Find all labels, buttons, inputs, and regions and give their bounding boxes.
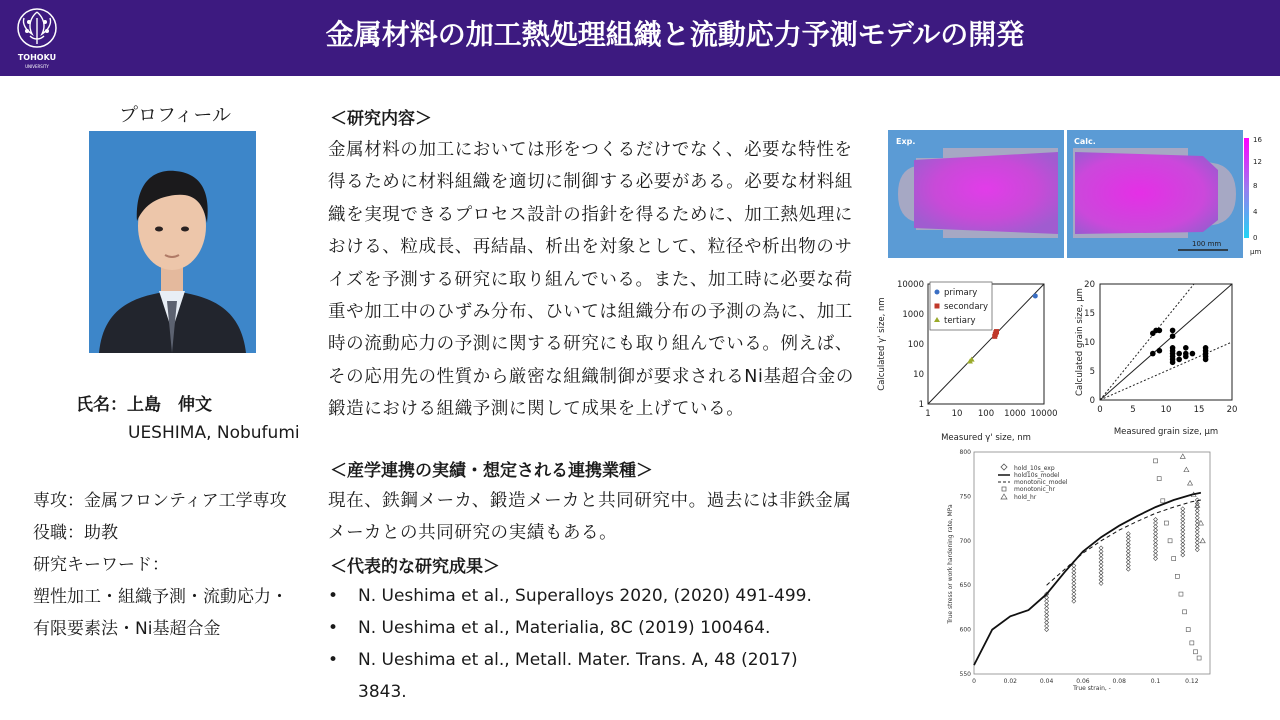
colorbar-tick: 8 xyxy=(1253,182,1258,190)
x-tick-label: 0.04 xyxy=(1039,678,1054,685)
profile-label: プロフィール xyxy=(118,104,232,126)
x-tick-label: 10000 xyxy=(1030,409,1058,419)
colorbar-unit: μm xyxy=(1250,248,1262,256)
map-left-label: Exp. xyxy=(896,137,916,146)
tohoku-emblem-icon xyxy=(12,6,62,72)
keywords-label: 研究キーワード： xyxy=(33,555,169,575)
page-title: 金属材料の加工熱処理組織と流動応力予測モデルの開発 xyxy=(325,18,1025,51)
data-point xyxy=(1203,357,1209,363)
x-tick-label: 20 xyxy=(1226,405,1238,415)
y-tick-label: 100 xyxy=(907,340,924,350)
x-tick-label: 0.02 xyxy=(1003,678,1017,685)
legend-label: hold10s_model xyxy=(1014,472,1060,479)
data-point xyxy=(1176,357,1182,363)
y-tick-label: 1 xyxy=(918,400,924,410)
colorbar-tick: 12 xyxy=(1253,158,1262,166)
x-tick-label: 10 xyxy=(951,409,963,419)
y-tick-label: 10000 xyxy=(896,280,924,290)
y-tick-label: 750 xyxy=(959,493,971,501)
legend-label: secondary xyxy=(944,302,989,312)
grain-size-chart xyxy=(1070,274,1270,450)
legend-label: hold_hr xyxy=(1014,494,1037,501)
legend-label: monotonic_hr xyxy=(1014,486,1056,493)
y-tick-label: 20 xyxy=(1084,280,1095,290)
logo-text: TOHOKU xyxy=(17,53,57,62)
x-axis-label: Measured grain size, μm xyxy=(1113,427,1219,437)
y-tick-label: 800 xyxy=(959,449,971,456)
x-axis-label: True strain, - xyxy=(1073,685,1111,692)
bullet: • xyxy=(328,650,339,670)
x-tick-label: 0.12 xyxy=(1185,678,1199,685)
legend-marker-secondary xyxy=(935,304,940,309)
data-point xyxy=(1170,328,1176,334)
plot-frame xyxy=(974,452,1210,674)
bullet: • xyxy=(328,618,339,638)
data-point xyxy=(1157,328,1163,334)
x-tick-label: 5 xyxy=(1130,405,1136,415)
profile-photo xyxy=(89,131,256,353)
y-tick-label: 700 xyxy=(959,537,971,545)
legend-marker-primary xyxy=(935,290,940,295)
data-point xyxy=(1183,354,1189,360)
data-point xyxy=(1176,351,1182,357)
x-axis-label: Measured γ' size, nm xyxy=(941,433,1031,443)
colorbar-tick: 16 xyxy=(1253,136,1262,144)
legend-label: hold_10s_exp xyxy=(1014,465,1055,472)
y-tick-label: 5 xyxy=(1089,367,1095,377)
keywords-line-2: 有限要素法・Ni基超合金 xyxy=(33,619,221,639)
header-bar xyxy=(0,0,1280,76)
y-axis-label: Calculated γ' size, nm xyxy=(877,297,887,391)
map-right-label: Calc. xyxy=(1074,137,1096,146)
university-logo xyxy=(12,6,62,72)
data-point xyxy=(1190,351,1196,357)
data-point xyxy=(1170,360,1176,366)
y-tick-label: 1000 xyxy=(902,310,924,320)
y-tick-label: 650 xyxy=(959,582,971,590)
publication-text: N. Ueshima et al., Superalloys 2020, (2020) 491-499. xyxy=(358,586,812,606)
colorbar xyxy=(1244,138,1249,238)
publication-text: N. Ueshima et al., Metall. Mater. Trans. A, 48 (2017) xyxy=(358,650,798,670)
publication-text-cont: 3843. xyxy=(358,682,407,702)
name-ja: 氏名：上島 伸文 xyxy=(76,395,212,415)
data-point xyxy=(1157,348,1163,354)
keywords-line-1: 塑性加工・組織予測・流動応力・ xyxy=(33,587,288,607)
scale-label: 100 mm xyxy=(1192,240,1222,248)
x-tick-label: 0 xyxy=(972,678,976,685)
x-tick-label: 0 xyxy=(1097,405,1103,415)
x-tick-label: 0.06 xyxy=(1076,678,1090,685)
legend-label: tertiary xyxy=(944,316,976,326)
position: 役職：助教 xyxy=(33,523,118,543)
research-paragraph: 金属材料の加工においては形をつくるだけでなく、必要な特性を得るために材料組織を適切に制御する必要がある。必要な材料組織を実現できるプロセス設計の指針を得るために、加工熱処理における、粒成長、再結晶、析出を対象として、粒径や析出物のサイズを予測する研究に取り組んでいる。また、加工時に必要な荷重や加工中のひずみ分布、ひいては組織分布の予測の為に、加工時の流動応力の予測に関する研究にも取り組んでいる。例えば、その応用先の性質から厳密な組織制御が要求されるNi基超合金の鍛造における組織予測に関して成果を上げている。 xyxy=(328,140,854,420)
name-en: UESHIMA, Nobufumi xyxy=(128,423,300,443)
data-point xyxy=(1170,333,1176,339)
y-tick-label: 10 xyxy=(1084,338,1095,348)
data-point-primary xyxy=(1033,293,1038,298)
stress-strain-chart xyxy=(940,444,1220,696)
precipitate-size-chart xyxy=(870,274,1070,450)
x-tick-label: 0.08 xyxy=(1112,678,1126,685)
data-point xyxy=(1150,351,1156,357)
portrait-image xyxy=(89,131,256,353)
x-tick-label: 1000 xyxy=(1004,409,1026,419)
x-tick-label: 15 xyxy=(1193,405,1205,415)
legend-label: primary xyxy=(944,288,978,298)
y-axis-label: Calculated grain size, μm xyxy=(1075,288,1085,396)
legend-label: monotonic_model xyxy=(1014,479,1068,486)
grain-size-map-figure xyxy=(888,130,1268,262)
x-tick-label: 1 xyxy=(925,409,931,419)
x-tick-label: 10 xyxy=(1160,405,1172,415)
y-tick-label: 10 xyxy=(913,370,924,380)
data-point-secondary xyxy=(994,329,999,334)
y-tick-label: 550 xyxy=(959,671,971,678)
y-tick-label: 600 xyxy=(959,626,971,634)
y-tick-label: 15 xyxy=(1084,309,1095,319)
research-heading: ＜研究内容＞ xyxy=(330,109,432,129)
collab-heading: ＜産学連携の実績・想定される連携業種＞ xyxy=(330,461,653,481)
major: 専攻：金属フロンティア工学専攻 xyxy=(33,491,287,511)
colorbar-tick: 4 xyxy=(1253,208,1258,216)
y-tick-label: 0 xyxy=(1089,396,1095,406)
results-heading: ＜代表的な研究成果＞ xyxy=(330,557,500,577)
x-tick-label: 0.1 xyxy=(1150,678,1161,685)
x-tick-label: 100 xyxy=(977,409,995,419)
colorbar-tick: 0 xyxy=(1253,234,1258,242)
collab-paragraph: 現在、鉄鋼メーカ、鍛造メーカと共同研究中。過去には非鉄金属メーカとの共同研究の実績もある。 xyxy=(328,491,852,544)
bullet: • xyxy=(328,586,339,606)
logo-subtext: UNIVERSITY xyxy=(25,64,49,69)
publication-text: N. Ueshima et al., Materialia, 8C (2019) 100464. xyxy=(358,618,771,638)
data-point xyxy=(1183,345,1189,351)
y-axis-label: True stress or work hardening rate, MPa xyxy=(947,504,954,624)
